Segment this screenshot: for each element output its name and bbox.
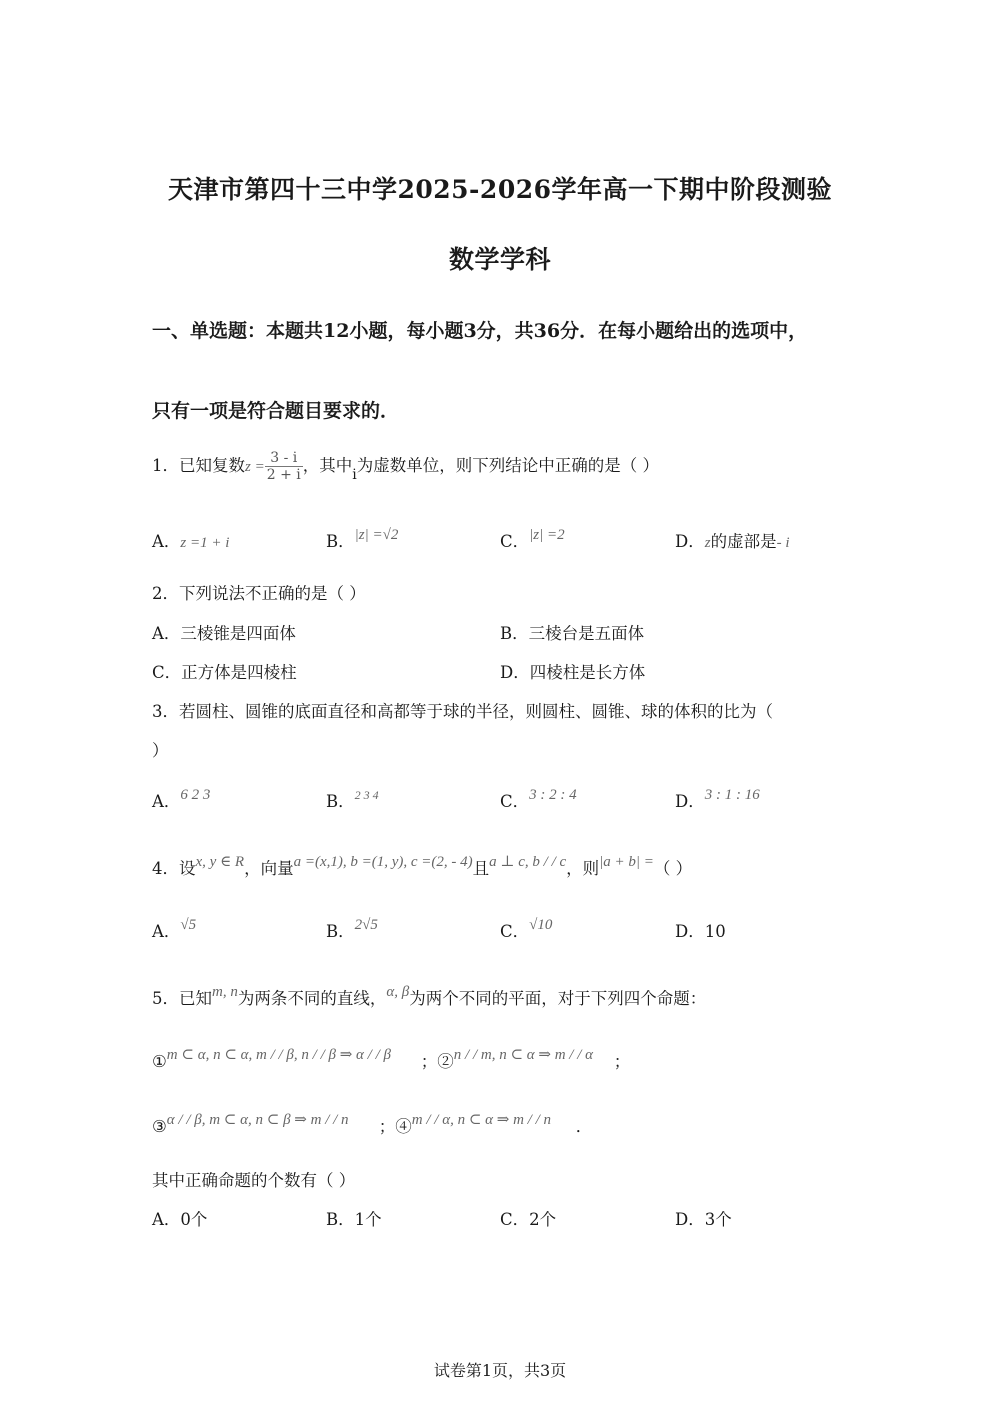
q4-option-d: D．10 (675, 922, 726, 941)
q3-option-c: C．3 : 2 : 4 (500, 787, 577, 811)
q3-option-d: D．3 : 1 : 16 (675, 787, 760, 811)
math-z-eq: z = (245, 459, 265, 475)
q4-option-a: A．√5 (152, 917, 197, 941)
q1-option-b: B．|z| =√2 (326, 527, 399, 551)
q2-option-d: D．四棱柱是长方体 (500, 663, 646, 682)
exam-subject: 数学学科 (448, 245, 551, 274)
section-heading-cont: 只有一项是符合题目要求的． (152, 400, 400, 422)
q5-option-c: C．2个 (500, 1210, 557, 1229)
q2-option-b: B．三棱台是五面体 (500, 624, 645, 643)
q2-option-a: A．三棱锥是四面体 (152, 624, 296, 643)
q4-option-b: B．2√5 (326, 917, 378, 941)
question-5-stem-cont: 其中正确命题的个数有（ ） (152, 1171, 356, 1190)
question-3-stem: 3．若圆柱、圆锥的底面直径和高都等于球的半径，则圆柱、圆锥、球的体积的比为（ (152, 702, 773, 721)
section-heading: 一、单选题：本题共12小题，每小题3分，共36分．在每小题给出的选项中， (152, 320, 808, 342)
q1-option-c: C．|z| =2 (500, 527, 565, 551)
page-footer: 试卷第1页，共3页 (433, 1361, 567, 1380)
q5-propositions-1-2: ①m ⊂ α, n ⊂ α, m / / β, n / / β ⇒ α / / β ；②n / / m, n ⊂ α ⇒ m / / α ； (152, 1047, 631, 1071)
question-1-stem: 1．已知复数z = $\frac{3 - i}{2 + i}$ ，其中$_i$为虚数单位，则下列结论中正确的是（ ） (152, 450, 659, 483)
question-4-stem: 4．设x, y ∈ R，向量a =(x,1), b =(1, y), c =(2, - 4)且a ⊥ c, b / / c，则|a + b| =（ ） (152, 854, 693, 878)
q5-propositions-3-4: ③α / / β, m ⊂ α, n ⊂ β ⇒ m / / n ；④m / / α, n ⊂ α ⇒ m / / n ． (152, 1112, 593, 1136)
exam-title: 天津市第四十三中学2025-2026学年高一下期中阶段测验 (167, 175, 833, 204)
q5-option-b: B．1个 (326, 1210, 382, 1229)
fraction: $\frac{3 - i}{2 + i}$ (266, 450, 301, 483)
q3-option-a: A．6 2 3 (152, 787, 211, 811)
question-2-stem: 2．下列说法不正确的是（ ） (152, 584, 366, 603)
q5-option-d: D．3个 (675, 1210, 732, 1229)
question-3-stem-cont: ） (152, 741, 169, 760)
q4-option-c: C．√10 (500, 917, 553, 941)
q2-option-c: C．正方体是四棱柱 (152, 663, 297, 682)
q1-option-d: D．z的虚部是- i (675, 532, 790, 551)
q3-option-b: B．2 3 4 (326, 788, 379, 811)
imaginary-unit: i (352, 467, 357, 483)
q1-option-a: A．z =1 + i (152, 532, 230, 551)
question-5-stem: 5．已知m, n为两条不同的直线，α, β为两个不同的平面，对于下列四个命题： (152, 984, 707, 1008)
q5-option-a: A．0个 (152, 1210, 208, 1229)
